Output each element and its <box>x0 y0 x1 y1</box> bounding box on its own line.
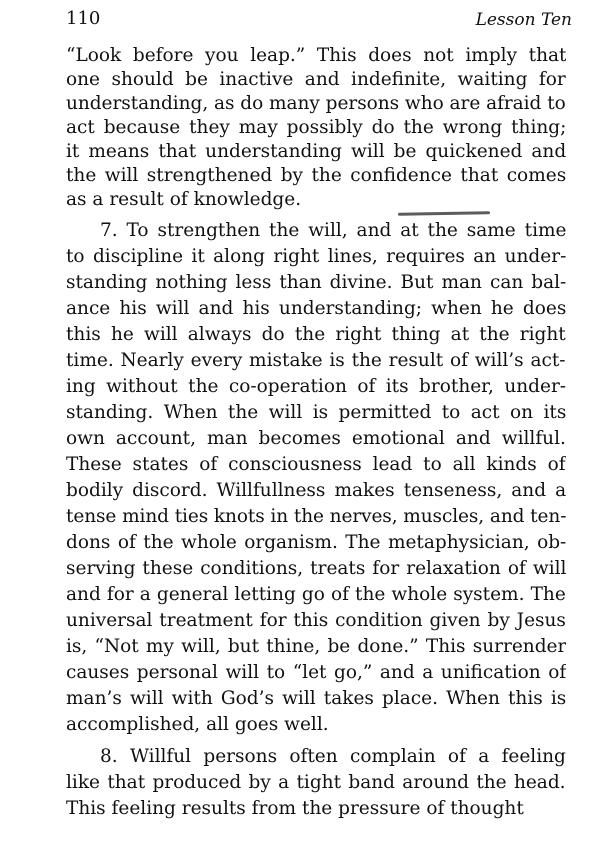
text-line: one should be inactive and indefinite, waiting for <box>66 69 566 90</box>
text-line: the will strengthened by the confidence that comes <box>66 165 566 186</box>
text-line: dons of the whole organism. The metaphysician, ob- <box>66 532 566 553</box>
text-line: This feeling results from the pressure of thought <box>66 798 524 819</box>
text-line: universal treatment for this condition given by Jesus <box>66 610 566 631</box>
text-line: it means that understanding will be quickened and <box>66 141 566 162</box>
pen-underline-mark <box>398 211 490 216</box>
text-line: standing nothing less than divine. But man can bal- <box>66 272 566 293</box>
text-line: like that produced by a tight band around the head. <box>66 772 566 793</box>
text-line: man’s will with God’s will takes place. When this is <box>66 688 566 709</box>
text-line: standing. When the will is permitted to act on its <box>66 402 566 423</box>
text-line: causes personal will to “let go,” and a unification of <box>66 662 566 683</box>
text-line: act because they may possibly do the wrong thing; <box>66 117 566 138</box>
text-line: bodily discord. Willfullness makes tenseness, and a <box>66 480 566 501</box>
text-line: this he will always do the right thing at the right <box>66 324 566 345</box>
page-header <box>66 8 572 32</box>
text-line: ing without the co-operation of its brother, under- <box>66 376 566 397</box>
text-line: These states of consciousness lead to all kinds of <box>66 454 566 475</box>
text-line: is, “Not my will, but thine, be done.” This surrender <box>66 636 566 657</box>
paragraph-7-first-line: 7. To strengthen the will, and at the same time <box>100 220 566 241</box>
running-head: Lesson Ten <box>475 10 572 30</box>
text-line: as a result of knowledge. <box>66 189 302 210</box>
text-line: understanding, as do many persons who are afraid to <box>66 93 566 114</box>
text-line: time. Nearly every mistake is the result of will’s act- <box>66 350 566 371</box>
text-line: “Look before you leap.” This does not imply that <box>66 45 566 66</box>
page-number: 110 <box>66 8 101 29</box>
text-line: serving these conditions, treats for relaxation of will <box>66 558 566 579</box>
paragraph-8-first-line: 8. Willful persons often complain of a feeling <box>100 746 566 767</box>
text-line: tense mind ties knots in the nerves, muscles, and ten- <box>66 506 566 527</box>
text-line: and for a general letting go of the whole system. The <box>66 584 566 605</box>
text-line: accomplished, all goes well. <box>66 714 329 735</box>
text-line: own account, man becomes emotional and willful. <box>66 428 566 449</box>
text-line: to discipline it along right lines, requires an under- <box>66 246 566 267</box>
text-line: ance his will and his understanding; when he does <box>66 298 566 319</box>
